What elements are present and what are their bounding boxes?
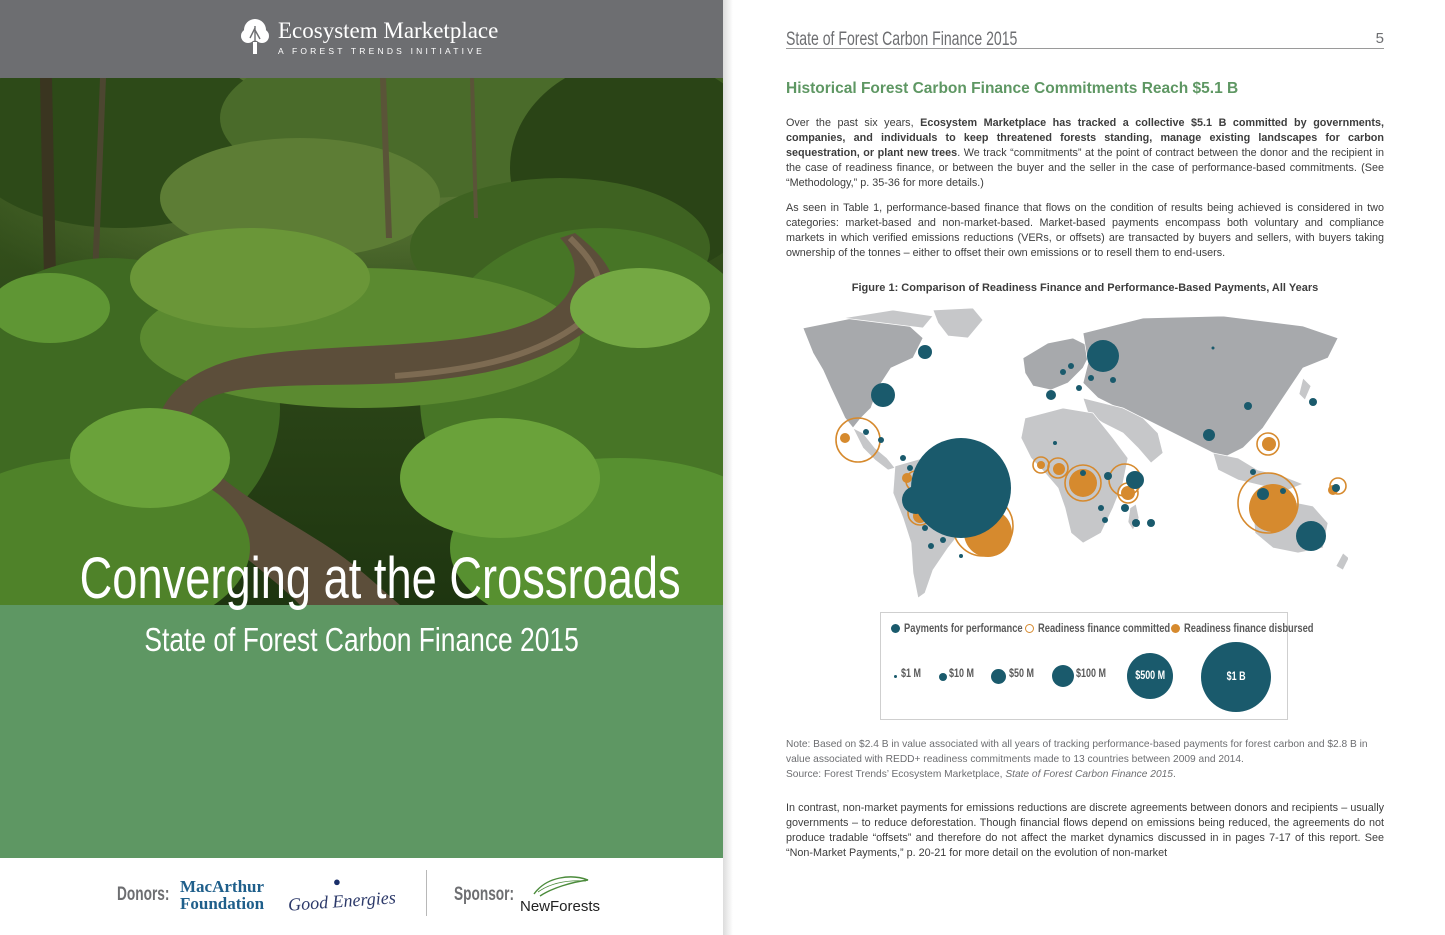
org-tagline: A FOREST TRENDS INITIATIVE [278, 46, 485, 56]
size-10m-label: $10 M [949, 668, 974, 680]
paragraph-3: In contrast, non-market payments for emissions reductions are discrete agreements between donors and recipients – usually governments – to reduce deforestation. Though financial flows depend on emissions being reduced, the agreements do not produce tradable “offsets” and therefore do not affect the market dynamics discussed in in pages 7-17 of this report. See “Non-Market Payments,” p. 20-21 for more detail on the evolution of non-market [786, 802, 1384, 859]
section-heading: Historical Forest Carbon Finance Commitments Reach $5.1 B [786, 80, 1239, 97]
figure-note: Note: Based on $2.4 B in value associated with all years of tracking performance-based payments for forest carbon and $2.8 B in value associated with REDD+ readiness commitments made to 13 countries between 2009 and 2014. [786, 739, 1368, 765]
legend-payments-label: Payments for performance [904, 621, 1023, 635]
source-title: State of Forest Carbon Finance 2015 [1005, 769, 1173, 780]
paragraph-1 [786, 116, 1384, 191]
orange-dot-icon [1171, 624, 1180, 633]
size-1m-dot [894, 675, 897, 678]
size-50m-label: $50 M [1009, 668, 1034, 680]
legend-disbursed [1171, 621, 1312, 635]
paragraph-2: As seen in Table 1, performance-based finance that flows on the condition of results being achieved is considered in two categories: market-based and non-market-based. Market-based payments encompass both voluntary and compliance markets in which verified emissions reductions (VERs, or offsets) are transacted by buyers and sellers, with buyers taking ownership of the tonnes – either to offset their own emissions or to resell them to end-users. [786, 202, 1384, 259]
size-1b-label: $1 B [1226, 671, 1246, 683]
ecosystem-marketplace-logo [240, 18, 498, 56]
running-header [786, 30, 1384, 49]
orange-ring-icon [1025, 624, 1034, 633]
size-10m-dot [939, 673, 947, 681]
teal-dot-icon [891, 624, 900, 633]
source-end: . [1172, 769, 1176, 780]
p1-bold: Ecosystem Marketplace has tracked a collective $5.1 B committed by governments, companies, and individuals to keep threatened forests standing, manage existing landscapes for carbon sequestration, or plant new trees [786, 117, 1384, 159]
running-title: State of Forest Carbon Finance 2015 [786, 29, 1018, 50]
figure-title: Figure 1: Comparison of Readiness Finance and Performance-Based Payments, All Years [851, 282, 1319, 294]
leaf-icon [532, 874, 590, 898]
source-lead: Source: Forest Trends’ Ecosystem Marketplace, [786, 769, 1006, 780]
macarthur-line-1: MacArthur [180, 877, 265, 896]
cover-title: Converging at the Crossroads [79, 546, 681, 611]
size-50m-dot [991, 669, 1006, 684]
legend-committed-label: Readiness finance committed [1038, 621, 1171, 635]
tree-logo-icon [240, 18, 270, 56]
newforests-logo: NewForests [520, 898, 601, 915]
cover-subtitle: State of Forest Carbon Finance 2015 [144, 621, 579, 658]
map-legend [880, 612, 1314, 720]
sponsor-label: Sponsor: [454, 884, 515, 905]
org-name: Ecosystem Marketplace [278, 18, 499, 43]
donors-bar [0, 858, 723, 935]
legend-disbursed-label: Readiness finance disbursed [1184, 621, 1314, 635]
report-page [733, 0, 1445, 935]
page-number: 5 [1375, 30, 1384, 47]
macarthur-foundation-logo [180, 878, 264, 912]
legend-committed [1025, 621, 1171, 635]
size-100m-label: $100 M [1076, 668, 1106, 680]
book-spine [723, 0, 733, 935]
p1-rest: . We track “commitments” at the point of contract between the donor and the recipient in the case of readiness finance, or between the buyer and the seller in the case of performance-based commitments. (See “Methodology,” p. 35-36 for more details.) [786, 147, 1384, 189]
macarthur-line-2: Foundation [180, 894, 265, 913]
size-100m-dot [1052, 665, 1074, 687]
cover-header [0, 0, 723, 78]
p1-lead: Over the past six years, [786, 117, 921, 129]
forest-path-photo [0, 78, 723, 605]
drop-icon: ● [333, 874, 341, 889]
figure-source [786, 767, 1176, 782]
good-energies-logo: Good Energies [287, 887, 397, 915]
donors-label: Donors: [117, 884, 170, 905]
size-1m-label: $1 M [901, 668, 921, 680]
size-500m-label: $500 M [1135, 670, 1165, 682]
legend-payments [891, 621, 1023, 635]
divider [426, 870, 427, 916]
world-bubble-map [783, 308, 1348, 608]
